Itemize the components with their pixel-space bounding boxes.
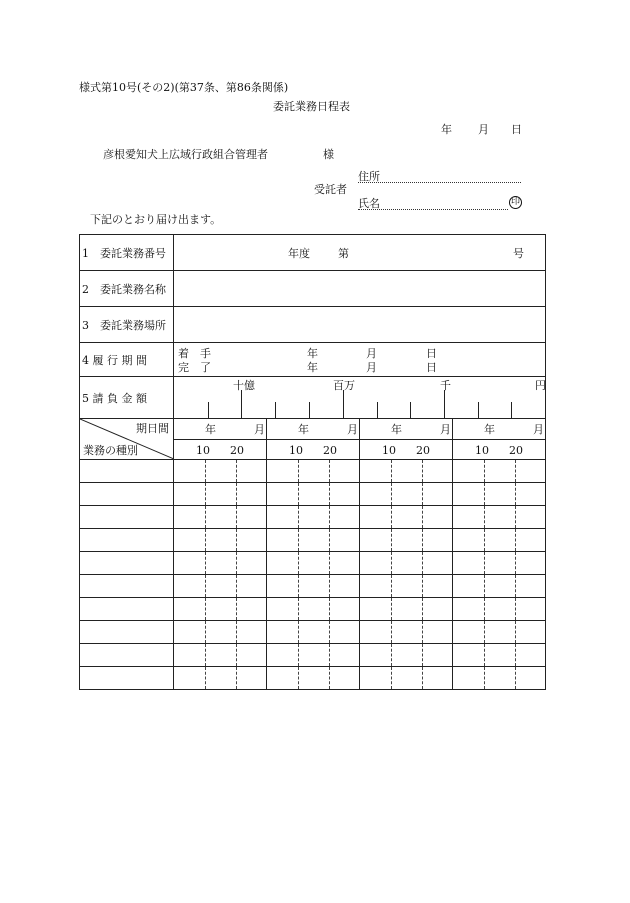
business-type-cell[interactable]	[80, 621, 174, 644]
ten-day-divider	[205, 552, 206, 574]
ten-day-divider	[422, 483, 423, 505]
period-header: 期日間	[136, 422, 169, 435]
schedule-row	[80, 644, 546, 667]
schedule-month-cell[interactable]	[174, 552, 267, 575]
schedule-row	[80, 598, 546, 621]
ten-day-divider	[484, 598, 485, 620]
business-type-cell[interactable]	[80, 575, 174, 598]
digit-tick	[511, 402, 512, 418]
name-label: 氏名	[358, 197, 380, 210]
schedule-month-cell[interactable]	[174, 506, 267, 529]
unit-yen: 円	[535, 379, 546, 392]
ten-day-divider	[329, 667, 330, 689]
ten-day-divider	[298, 575, 299, 597]
address-line[interactable]	[358, 182, 521, 183]
ten-day-divider	[484, 552, 485, 574]
ten-day-divider	[236, 460, 237, 482]
ten-day-divider	[422, 529, 423, 551]
row-performance-period	[80, 343, 546, 377]
day-header-2	[267, 439, 360, 460]
month-month: 月	[254, 423, 265, 436]
end-label: 完 了	[178, 361, 211, 374]
day-10: 10	[382, 443, 396, 457]
schedule-header-months	[80, 419, 546, 440]
ten-day-divider	[422, 667, 423, 689]
schedule-row	[80, 529, 546, 552]
ten-day-divider	[298, 644, 299, 666]
digit-tick	[478, 402, 479, 418]
schedule-month-cell[interactable]	[174, 483, 267, 506]
schedule-month-cell[interactable]	[267, 529, 360, 552]
ten-day-divider	[422, 598, 423, 620]
day-20: 20	[230, 443, 244, 457]
ten-day-divider	[484, 483, 485, 505]
start-label: 着 手	[178, 347, 211, 360]
end-day: 日	[426, 361, 437, 374]
month-month: 月	[347, 423, 358, 436]
ten-day-divider	[391, 598, 392, 620]
ten-day-divider	[236, 621, 237, 643]
ten-day-divider	[298, 667, 299, 689]
schedule-row	[80, 483, 546, 506]
day-header-3	[360, 439, 453, 460]
ten-day-divider	[236, 529, 237, 551]
row-label: 2 委託業務名称	[80, 271, 174, 307]
day-header-1	[174, 439, 267, 460]
ten-day-divider	[484, 460, 485, 482]
end-year: 年	[307, 361, 318, 374]
form-title: 委託業務日程表	[273, 100, 350, 113]
ten-day-divider	[422, 506, 423, 528]
ten-day-divider	[515, 552, 516, 574]
ten-day-divider	[391, 621, 392, 643]
schedule-month-cell[interactable]	[453, 552, 546, 575]
ten-day-divider	[391, 483, 392, 505]
schedule-row	[80, 667, 546, 690]
ten-day-divider	[515, 621, 516, 643]
fiscal-year-label: 年度	[288, 247, 310, 260]
schedule-month-cell[interactable]	[453, 598, 546, 621]
schedule-month-cell[interactable]	[267, 552, 360, 575]
ten-day-divider	[298, 552, 299, 574]
ten-day-divider	[329, 460, 330, 482]
ten-day-divider	[205, 575, 206, 597]
row-label: 3 委託業務場所	[80, 307, 174, 343]
ten-day-divider	[205, 598, 206, 620]
day-10: 10	[475, 443, 489, 457]
start-year: 年	[307, 347, 318, 360]
ten-day-divider	[298, 483, 299, 505]
ten-day-divider	[329, 598, 330, 620]
ten-day-divider	[329, 621, 330, 643]
ten-day-divider	[422, 621, 423, 643]
schedule-month-cell[interactable]	[267, 575, 360, 598]
schedule-month-cell[interactable]	[360, 552, 453, 575]
schedule-form-table	[79, 234, 546, 690]
ten-day-divider	[205, 667, 206, 689]
month-month: 月	[533, 423, 544, 436]
addressee: 彦根愛知犬上広域行政組合管理者	[103, 148, 268, 161]
day-10: 10	[196, 443, 210, 457]
schedule-month-cell[interactable]	[360, 506, 453, 529]
schedule-month-cell[interactable]	[453, 483, 546, 506]
ten-day-divider	[484, 644, 485, 666]
day-header-4	[453, 439, 546, 460]
ten-day-divider	[515, 529, 516, 551]
month-year: 年	[484, 423, 495, 436]
ten-day-divider	[422, 575, 423, 597]
schedule-month-cell[interactable]	[360, 667, 453, 690]
schedule-row	[80, 552, 546, 575]
ten-day-divider	[391, 506, 392, 528]
ten-day-divider	[329, 575, 330, 597]
unit-thousand: 千	[440, 379, 451, 392]
business-type-cell[interactable]	[80, 644, 174, 667]
month-header-2	[267, 419, 360, 440]
digit-tick	[309, 402, 310, 418]
business-type-cell[interactable]	[80, 598, 174, 621]
schedule-month-cell[interactable]	[453, 506, 546, 529]
month-header-4	[453, 419, 546, 440]
ten-day-divider	[298, 460, 299, 482]
schedule-month-cell[interactable]	[453, 575, 546, 598]
schedule-month-cell[interactable]	[174, 621, 267, 644]
schedule-month-cell[interactable]	[453, 644, 546, 667]
schedule-month-cell[interactable]	[453, 529, 546, 552]
schedule-month-cell[interactable]	[174, 460, 267, 483]
business-type-cell[interactable]	[80, 483, 174, 506]
notice-text: 下記のとおり届け出ます。	[90, 213, 222, 226]
schedule-month-cell[interactable]	[267, 621, 360, 644]
digit-tick	[377, 402, 378, 418]
schedule-month-cell[interactable]	[453, 460, 546, 483]
digit-tick	[410, 402, 411, 418]
month-header-1	[174, 419, 267, 440]
start-day: 日	[426, 347, 437, 360]
ten-day-divider	[298, 506, 299, 528]
schedule-month-cell[interactable]	[267, 667, 360, 690]
schedule-month-cell[interactable]	[174, 529, 267, 552]
schedule-month-cell[interactable]	[360, 483, 453, 506]
schedule-month-cell[interactable]	[360, 621, 453, 644]
start-month: 月	[366, 347, 377, 360]
unit-million: 百万	[333, 379, 355, 392]
row-business-place	[80, 307, 546, 343]
schedule-month-cell[interactable]	[267, 483, 360, 506]
performance-period-cell[interactable]	[174, 343, 546, 377]
schedule-month-cell[interactable]	[267, 598, 360, 621]
business-type-cell[interactable]	[80, 460, 174, 483]
ten-day-divider	[484, 575, 485, 597]
business-type-cell[interactable]	[80, 667, 174, 690]
schedule-month-cell[interactable]	[453, 621, 546, 644]
schedule-row	[80, 575, 546, 598]
ten-day-divider	[422, 552, 423, 574]
schedule-month-cell[interactable]	[174, 575, 267, 598]
ten-day-divider	[298, 621, 299, 643]
business-name-cell[interactable]	[174, 271, 546, 307]
row-contract-amount	[80, 377, 546, 419]
row-business-number	[80, 235, 546, 271]
row-business-name	[80, 271, 546, 307]
day-20: 20	[416, 443, 430, 457]
ten-day-divider	[391, 667, 392, 689]
ten-day-divider	[236, 552, 237, 574]
contract-amount-cell[interactable]	[174, 377, 546, 419]
ten-day-divider	[391, 529, 392, 551]
ten-day-divider	[298, 598, 299, 620]
ten-day-divider	[236, 598, 237, 620]
ten-day-divider	[298, 529, 299, 551]
schedule-row	[80, 460, 546, 483]
ten-day-divider	[515, 483, 516, 505]
day-10: 10	[289, 443, 303, 457]
schedule-month-cell[interactable]	[453, 667, 546, 690]
schedule-month-cell[interactable]	[174, 644, 267, 667]
day-20: 20	[323, 443, 337, 457]
address-label: 住所	[358, 170, 380, 183]
date-year-label: 年	[441, 123, 452, 136]
digit-tick-major	[241, 390, 242, 418]
ten-day-divider	[515, 667, 516, 689]
ten-day-divider	[329, 483, 330, 505]
ten-day-divider	[236, 506, 237, 528]
month-year: 年	[205, 423, 216, 436]
ten-day-divider	[391, 460, 392, 482]
ten-day-divider	[391, 644, 392, 666]
month-year: 年	[298, 423, 309, 436]
row-label: 1 委託業務番号	[80, 235, 174, 271]
ten-day-divider	[329, 552, 330, 574]
digit-tick-major	[343, 390, 344, 418]
ten-day-divider	[236, 575, 237, 597]
schedule-month-cell[interactable]	[360, 575, 453, 598]
ten-day-divider	[236, 667, 237, 689]
ten-day-divider	[422, 460, 423, 482]
seal-mark: 印	[510, 197, 520, 207]
schedule-month-cell[interactable]	[267, 506, 360, 529]
business-place-cell[interactable]	[174, 307, 546, 343]
ten-day-divider	[515, 575, 516, 597]
schedule-month-cell[interactable]	[360, 529, 453, 552]
ten-day-divider	[205, 483, 206, 505]
ten-day-divider	[484, 621, 485, 643]
ten-day-divider	[205, 529, 206, 551]
business-type-cell[interactable]	[80, 529, 174, 552]
ten-day-divider	[391, 575, 392, 597]
ten-day-divider	[484, 667, 485, 689]
ten-day-divider	[205, 460, 206, 482]
name-line[interactable]	[358, 209, 508, 210]
ten-day-divider	[329, 529, 330, 551]
type-header: 業務の種別	[83, 444, 138, 457]
schedule-month-cell[interactable]	[360, 598, 453, 621]
month-year: 年	[391, 423, 402, 436]
unit-billion: 十億	[233, 379, 255, 392]
ten-day-divider	[205, 506, 206, 528]
row-label: 5 請 負 金 額	[80, 377, 174, 419]
business-type-cell[interactable]	[80, 552, 174, 575]
ten-day-divider	[515, 506, 516, 528]
day-20: 20	[509, 443, 523, 457]
digit-tick-major	[444, 390, 445, 418]
ten-day-divider	[484, 529, 485, 551]
schedule-month-cell[interactable]	[360, 460, 453, 483]
date-day-label: 日	[511, 123, 522, 136]
schedule-month-cell[interactable]	[174, 667, 267, 690]
schedule-month-cell[interactable]	[174, 598, 267, 621]
date-month-label: 月	[478, 123, 489, 136]
schedule-corner-cell	[80, 419, 174, 460]
schedule-row	[80, 506, 546, 529]
ten-day-divider	[515, 460, 516, 482]
ten-day-divider	[391, 552, 392, 574]
business-type-cell[interactable]	[80, 506, 174, 529]
digit-tick	[208, 402, 209, 418]
row-label: 4 履 行 期 間	[80, 343, 174, 377]
business-number-cell[interactable]	[174, 235, 546, 271]
month-header-3	[360, 419, 453, 440]
schedule-month-cell[interactable]	[360, 644, 453, 667]
ten-day-divider	[515, 598, 516, 620]
ten-day-divider	[236, 644, 237, 666]
schedule-row	[80, 621, 546, 644]
ordinal-label: 第	[338, 247, 349, 260]
ten-day-divider	[422, 644, 423, 666]
ten-day-divider	[329, 506, 330, 528]
ten-day-divider	[329, 644, 330, 666]
schedule-month-cell[interactable]	[267, 644, 360, 667]
ten-day-divider	[205, 644, 206, 666]
end-month: 月	[366, 361, 377, 374]
form-number: 様式第10号(その2)(第37条、第86条関係)	[79, 81, 289, 94]
honorific: 様	[323, 148, 334, 161]
ten-day-divider	[484, 506, 485, 528]
schedule-month-cell[interactable]	[267, 460, 360, 483]
schedule-body	[80, 460, 546, 690]
ten-day-divider	[236, 483, 237, 505]
digit-tick	[275, 402, 276, 418]
month-month: 月	[440, 423, 451, 436]
ten-day-divider	[515, 644, 516, 666]
number-suffix-label: 号	[513, 247, 524, 260]
ten-day-divider	[205, 621, 206, 643]
contractor-label: 受託者	[314, 183, 347, 196]
